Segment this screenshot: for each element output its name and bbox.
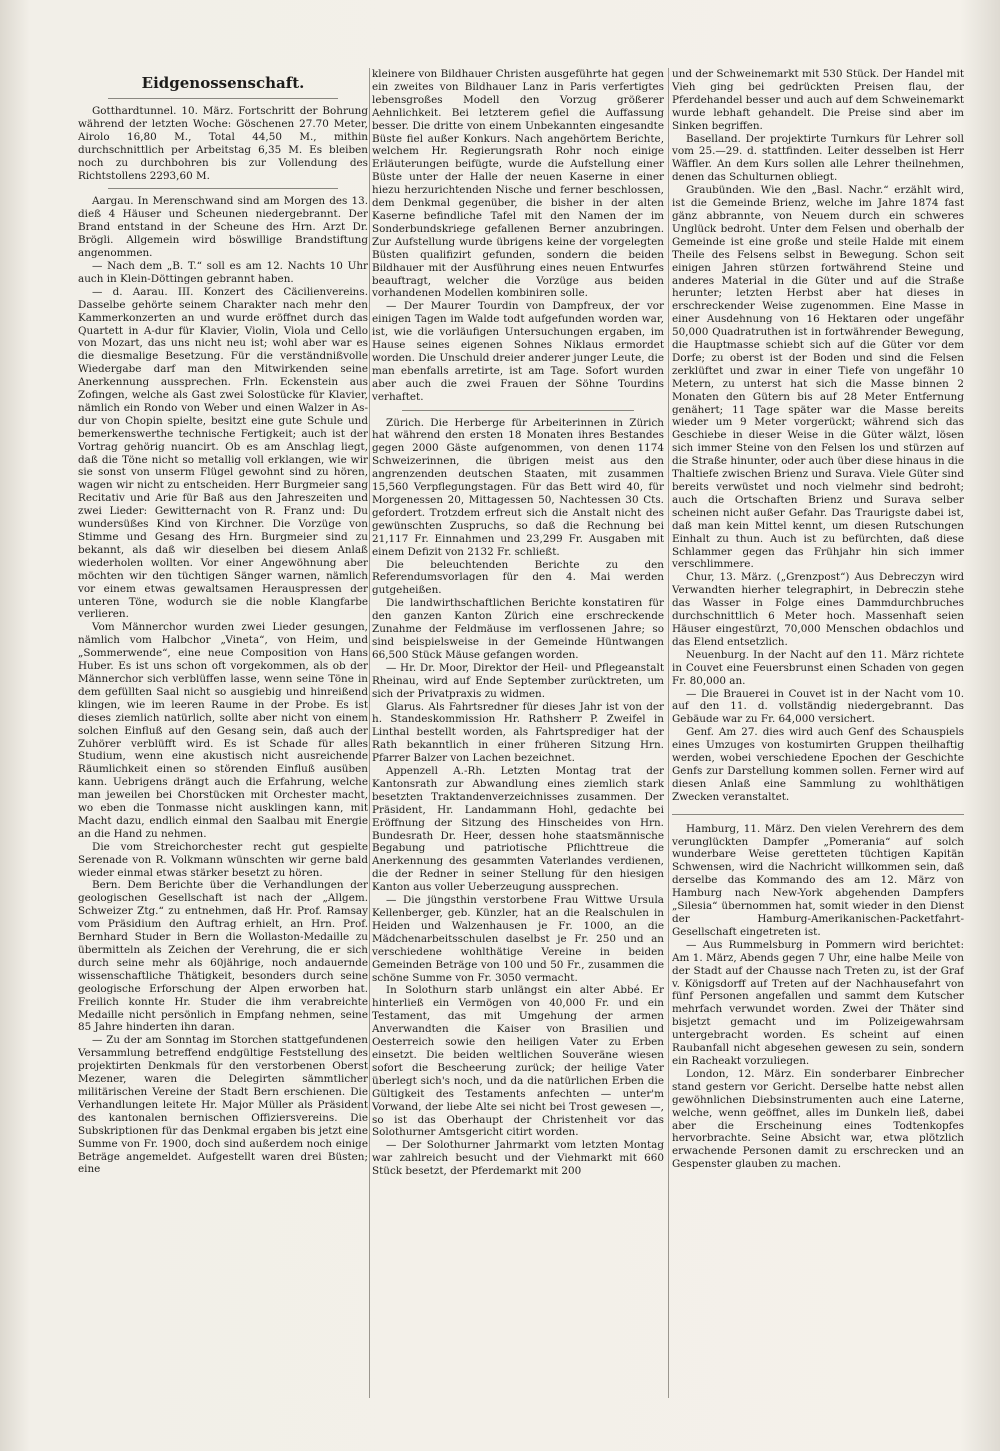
- article-paragraph: London, 12. März. Ein sonderbarer Einbrecher stand gestern vor Gericht. Derselbe hatte nebst allen gewöhnlichen Diebsinstrumenten auch eine Laterne, welche, wenn geöffnet, alles im Dunkeln ließ, dabei aber die Erscheinung eines Todtenkopfes hervorbrachte. Seine Absicht war, etwa plötzlich erwachende Personen damit zu erschrecken und an Gespenster glauben zu machen.: [672, 1067, 964, 1171]
- column-rule: [668, 68, 669, 1398]
- article-paragraph: kleinere von Bildhauer Christen ausgeführte hat gegen ein zweites von Bildhauer Lanz in Paris verfertigtes lebensgroßes Modell den Vorzug größerer Aehnlichkeit. Bei letzterem gefiel die Auffassung besser. Die dritte von einem Unbekannten eingesandte Büste fiel außer Konkurs. Nach angehörtem Berichte, welchem Hr. Regierungsrath Rohr noch einige Erläuterungen beifügte, wurde die Aufstellung einer Büste unter der Halle der neuen Kaserne in einer hiezu herzurichtenden Nische und ferner beschlossen, dem Denkmal gegenüber, die bisher in der alten Kaserne befindliche Tafel mit den Namen der im Sonderbundskriege gefallenen Berner anzubringen. Zur Aufstellung wurde übrigens keine der vorgelegten Büsten qualifizirt gefunden, sondern die beiden Bildhauer mit der Ausführung eines neuen Entwurfes beauftragt, welcher die Vorzüge aus beiden vorhandenen Modellen kombiniren solle.: [372, 68, 664, 300]
- article-paragraph: Bern. Dem Berichte über die Verhandlungen der geologischen Gesellschaft ist nach der „Allgem. Schweizer Ztg.“ zu entnehmen, daß Hr. Prof. Ramsay vom Präsidium den Auftrag erhielt, an Hrn. Prof. Bernhard Studer in Bern die Wollaston-Medaille zu übermitteln als Zeichen der Verehrung, die er sich durch seine mehr als 60jährige, noch andauernde wissenschaftliche Thätigkeit, besonders durch seine geologische Erforschung der Alpen erworben hat. Freilich konnte Hr. Studer die ihm verabreichte Medaille nicht persönlich in Empfang nehmen, seine 85 Jahre hinderten ihn daran.: [78, 879, 368, 1034]
- article-paragraph: — Die Brauerei in Couvet ist in der Nacht vom 10. auf den 11. d. vollständig niedergebrannt. Das Gebäude war zu Fr. 64,000 versichert.: [672, 687, 964, 726]
- article-paragraph: Vom Männerchor wurden zwei Lieder gesungen, nämlich vom Halbchor „Vineta“, von Heim, und „Sommerwende“, eine neue Composition von Hans Huber. Es ist uns schon oft vorgekommen, als ob der Männerchor sich verblüffen lasse, wenn seine Töne in dem gefüllten Saal nicht so ausgiebig und hinreißend klingen, wie im leeren Raume in der Probe. Es ist dieses ziemlich natürlich, sollte aber nicht von einem solchen Einfluß auf den Gesang sein, daß auch der Zuhörer verblüfft wird. Es ist Schade für alles Studium, wenn eine akustisch nicht ausreichende Räumlichkeit einen so störenden Einfluß ausüben kann. Uebrigens drängt auch die Erfahrung, welche man jeweilen bei Chorstücken mit Orchester macht, wo eben die Tonmasse nicht ausklingen kann, mit Macht dazu, endlich einmal den Saalbau mit Energie an die Hand zu nehmen.: [78, 621, 368, 840]
- article-paragraph: — Die jüngsthin verstorbene Frau Wittwe Ursula Kellenberger, geb. Künzler, hat an die Realschulen in Heiden und Walzenhausen je Fr. 1000, an die Mädchenarbeitsschulen daselbst je Fr. 250 und an verschiedene wohlthätige Vereine in beiden Gemeinden Beträge von 100 und 50 Fr., zusammen die schöne Summe von Fr. 3050 vermacht.: [372, 894, 664, 984]
- section-heading: Eidgenossenschaft.: [141, 74, 305, 92]
- article-paragraph: Neuenburg. In der Nacht auf den 11. März richtete in Couvet eine Feuersbrunst einen Schaden von gegen Fr. 80,000 an.: [672, 648, 964, 687]
- article-paragraph: — Nach dem „B. T.“ soll es am 12. Nachts 10 Uhr auch in Klein-Döttingen gebrannt haben.: [78, 259, 368, 285]
- article-paragraph: Aargau. In Merenschwand sind am Morgen des 13. dieß 4 Häuser und Scheunen niedergebrannt. Der Brand entstand in der Scheune des Hrn. Arzt Dr. Brögli. Allgemein wird böswillige Brandstiftung angenommen.: [78, 195, 368, 260]
- article-divider: [108, 188, 338, 189]
- article-paragraph: — Der Maurer Tourdin von Dampfreux, der vor einigen Tagen im Walde todt aufgefunden worden war, ist, wie die vorläufigen Untersuchungen ergaben, im Hause seines eigenen Sohnes Niklaus ermordet worden. Die Unschuld dreier anderer junger Leute, die man ebenfalls arretirte, ist am Tage. Sofort wurden aber auch die zwei Frauen der Söhne Tourdins verhaftet.: [372, 300, 664, 403]
- article-paragraph: — Zu der am Sonntag im Storchen stattgefundenen Versammlung betreffend endgültige Feststellung des projektirten Denkmals für den verstorbenen Oberst Mezener, waren die Delegirten sämmtlicher militärischen Vereine der Stadt Bern erschienen. Die Verhandlungen leitete Hr. Major Müller als Präsident des kantonalen bernischen Offiziersvereins. Die Subskriptionen für das Denkmal ergaben bis jetzt eine Summe von Fr. 1900, doch sind außerdem noch einige Beträge angemeldet. Aufgestellt waren drei Büsten; eine: [78, 1034, 368, 1176]
- heading-divider: [108, 98, 338, 99]
- article-paragraph: Baselland. Der projektirte Turnkurs für Lehrer soll vom 25.—29. d. stattfinden. Leiter desselben ist Herr Wäffler. An dem Kurs sollen alle Lehrer theilnehmen, denen das Schulturnen obliegt.: [672, 132, 964, 184]
- section-divider: [672, 814, 964, 815]
- article-paragraph: Die landwirthschaftlichen Berichte konstatiren für den ganzen Kanton Zürich eine erschreckende Zunahme der Feldmäuse im verflossenen Jahre; so sind beispielsweise in der Gemeinde Hüntwangen 66,500 Stück Mäuse gefangen worden.: [372, 597, 664, 661]
- article-divider: [402, 410, 634, 411]
- column-rule: [369, 68, 370, 1398]
- column-3: [672, 68, 964, 1398]
- column-1: [78, 68, 368, 1398]
- column-2: [372, 68, 664, 1398]
- article-paragraph: — Der Solothurner Jahrmarkt vom letzten Montag war zahlreich besucht und der Viehmarkt mit 660 Stück besetzt, der Pferdemarkt mit 200: [372, 1139, 664, 1178]
- article-paragraph: Gotthardtunnel. 10. März. Fortschritt der Bohrung während der letzten Woche: Göschenen 27.70 Meter, Airolo 16,80 M., Total 44,50 M., mithin durchschnittlich per Arbeitstag 6,35 M. Es bleiben noch zu durchbohren bis zur Vollendung des Richtstollens 2293,60 M.: [78, 105, 368, 182]
- article-paragraph: — d. Aarau. III. Konzert des Cäcilienvereins. Dasselbe gehörte seinem Charakter nach mehr den Kammerkonzerten an und wurde eröffnet durch das Quartett in A-dur für Klavier, Violin, Viola und Cello von Mozart, das uns nicht neu ist; wohl aber war es die diesmalige Besetzung. Für die verständnißvolle Wiedergabe darf man den Mitwirkenden seine Anerkennung aussprechen. Frln. Eckenstein aus Zofingen, welche als Gast zwei Solostücke für Klavier, nämlich ein Rondo von Weber und einen Walzer in As-dur von Chopin spielte, besitzt eine gute Schule und bemerkenswerthe technische Fertigkeit; auch ist der Vortrag gehörig nuancirt. Ob es am Anschlag liegt, daß die Töne nicht so metallig voll erklangen, wie wir sie sonst von unserm Flügel gewohnt sind zu hören, wagen wir nicht zu entscheiden. Herr Burgmeier sang Recitativ und Arie für Baß aus den Jahreszeiten und zwei Lieder: Gewitternacht von R. Franz und: Du wundersüßes Kind von Kirchner. Die Vorzüge von Stimme und Gesang des Hrn. Burgmeier sind zu bekannt, als daß wir dieselben bei diesem Anlaß wiederholen wollten. Vor einer Angewöhnung aber möchten wir den tüchtigen Sänger warnen, nämlich vor einem etwas gewaltsamen Herauspressen der unteren Töne, wodurch sie die noble Klangfarbe verlieren.: [78, 285, 368, 621]
- article-paragraph: Chur, 13. März. („Grenzpost“) Aus Debreczyn wird Verwandten hierher telegraphirt, in Debreczin stehe das Wasser in Folge eines Dammdurchbruches durchschnittlich 6 Meter hoch. Massenhaft seien Häuser eingestürzt, 70,000 Menschen obdachlos und das Elend entsetzlich.: [672, 571, 964, 648]
- article-paragraph: Hamburg, 11. März. Den vielen Verehrern des dem verunglückten Dampfer „Pomerania“ auf solch wunderbare Weise geretteten tüchtigen Kapitän Schwensen, wird die Nachricht willkommen sein, daß derselbe das Kommando des am 12. März von Hamburg nach New-York abgehenden Dampfers „Silesia“ übernommen hat, somit wieder in den Dienst der Hamburg-Amerikanischen-Packetfahrt-Gesellschaft eingetreten ist.: [672, 822, 964, 938]
- article-paragraph: — Aus Rummelsburg in Pommern wird berichtet: Am 1. März, Abends gegen 7 Uhr, eine halbe Meile von der Stadt auf der Chausse nach Treten zu, ist der Graf v. Königsdorff auf Treten auf der Nachhausefahrt von fünf Personen angefallen und sammt dem Kutscher mehrfach verwundet worden. Zwei der Thäter sind bisjetzt gemacht und im Polizeigewahrsam untergebracht worden. Es scheint auf einen Raubanfall nicht abgesehen gewesen zu sein, sondern ein Racheakt vorzuliegen.: [672, 938, 964, 1067]
- article-paragraph: und der Schweinemarkt mit 530 Stück. Der Handel mit Vieh ging bei gedrückten Preisen flau, der Pferdehandel besser und auch auf dem Schweinemarkt wurde lebhaft gehandelt. Die Preise sind aber im Sinken begriffen.: [672, 68, 964, 132]
- article-paragraph: — Hr. Dr. Moor, Direktor der Heil- und Pflegeanstalt Rheinau, wird auf Ende September zurücktreten, um sich der Privatpraxis zu widmen.: [372, 661, 664, 700]
- article-paragraph: In Solothurn starb unlängst ein alter Abbé. Er hinterließ ein Vermögen von 40,000 Fr. und ein Testament, das mit Umgehung der armen Anverwandten die Kaiser von Brasilien und Oesterreich sowie den heiligen Vater zu Erben einsetzt. Die beiden weltlichen Souveräne wiesen sofort die Bescheerung zurück; der heilige Vater überlegt sich's noch, und da die natürlichen Erben die Gültigkeit des Testaments anfechten — unter'm Vorwand, der liebe Alte sei nicht bei Trost gewesen —, so ist das Oberhaupt der Christenheit vor das Solothurner Amtsgericht citirt worden.: [372, 984, 664, 1139]
- article-paragraph: Die vom Streichorchester recht gut gespielte Serenade von R. Volkmann wünschten wir gerne bald wieder einmal etwas stärker besetzt zu hören.: [78, 840, 368, 879]
- article-paragraph: Die beleuchtenden Berichte zu den Referendumsvorlagen für den 4. Mai werden gutgeheißen.: [372, 558, 664, 597]
- article-paragraph: Genf. Am 27. dies wird auch Genf des Schauspiels eines Umzuges von kostumirten Gruppen theilhaftig werden, wobei verschiedene Epochen der Geschichte Genfs zur Darstellung kommen sollen. Ferner wird auf diesen Anlaß eine Sammlung zu wohlthätigen Zwecken veranstaltet.: [672, 726, 964, 803]
- article-paragraph: Zürich. Die Herberge für Arbeiterinnen in Zürich hat während den ersten 18 Monaten ihres Bestandes gegen 2000 Gäste aufgenommen, von denen 1174 Schweizerinnen, die übrigen meist aus den angrenzenden deutschen Staaten, mit zusammen 15,560 Verpflegungstagen. Für das Bett wird 40, für Morgenessen 20, Mittagessen 50, Nachtessen 30 Cts. gefordert. Trotzdem erfreut sich die Anstalt nicht des gewünschten Zuspruchs, so daß die Rechnung bei 21,117 Fr. Einnahmen und 23,299 Fr. Ausgaben mit einem Defizit von 2132 Fr. schließt.: [372, 416, 664, 558]
- article-paragraph: Appenzell A.-Rh. Letzten Montag trat der Kantonsrath zur Abwandlung eines ziemlich stark besetzten Traktandenverzeichnisses zusammen. Der Präsident, Hr. Landammann Hohl, gedachte bei Eröffnung der Sitzung des Hinscheides von Hrn. Bundesrath Dr. Heer, dessen hohe staatsmännische Begabung und patriotische Pflichttreue die Anerkennung des gesammten Vaterlandes verdienen, die der Redner in seiner Stellung für den hiesigen Kanton aus voller Ueberzeugung aussprechen.: [372, 765, 664, 894]
- article-paragraph: Glarus. Als Fahrtsredner für dieses Jahr ist von der h. Standeskommission Hr. Rathsherr P. Zweifel in Linthal bestellt worden, als Fahrtsprediger hat der Rath bekanntlich in einer früheren Sitzung Hrn. Pfarrer Balzer von Lachen bezeichnet.: [372, 700, 664, 765]
- article-paragraph: Graubünden. Wie den „Basl. Nachr.“ erzählt wird, ist die Gemeinde Brienz, welche im Jahre 1874 fast gänz abbrannte, von Neuem durch ein schweres Unglück bedroht. Unter dem Felsen und oberhalb der Gemeinde ist eine große und steile Halde mit einem Theile des Felsens selbst in Bewegung. Schon seit einigen Jahren stürzen fortwährend Steine und anderes Material in die Güter und auf die Straße herunter; letzten Herbst aber hat dieses in erschreckender Weise zugenommen. Eine Masse in einer Ausdehnung von 16 Hektaren oder ungefähr 50,000 Quadratruthen ist in fortwährender Bewegung, die Hauptmasse schiebt sich auf die Güter vor dem Dorfe; zu oberst ist der Boden und sind die Felsen zerklüftet und zwar in einer Tiefe von ungefähr 10 Metern, zu unterst hat sich die Masse binnen 2 Monaten den Gütern bis auf 28 Meter Entfernung genähert; 11 Tage später war die Masse bereits wieder um 9 Meter vorgerückt; während sich das Geschiebe in dieser Weise in die Güter wälzt, lösen sich immer Steine von den Felsen los und stürzen auf die Straße hinunter, oder auch über diese hinaus in die Thaltiefe zwischen Brienz und Surava. Viele Güter sind bereits verwüstet und noch vielmehr sind bedroht; auch die Ortschaften Brienz und Surava selber scheinen nicht außer Gefahr. Das Traurigste dabei ist, daß man kein Mittel kennt, um diesen Rutschungen Einhalt zu thun. Auch ist zu befürchten, daß diese Schlammer gegen das Frühjahr hin sich immer verschlimmere.: [672, 184, 964, 571]
